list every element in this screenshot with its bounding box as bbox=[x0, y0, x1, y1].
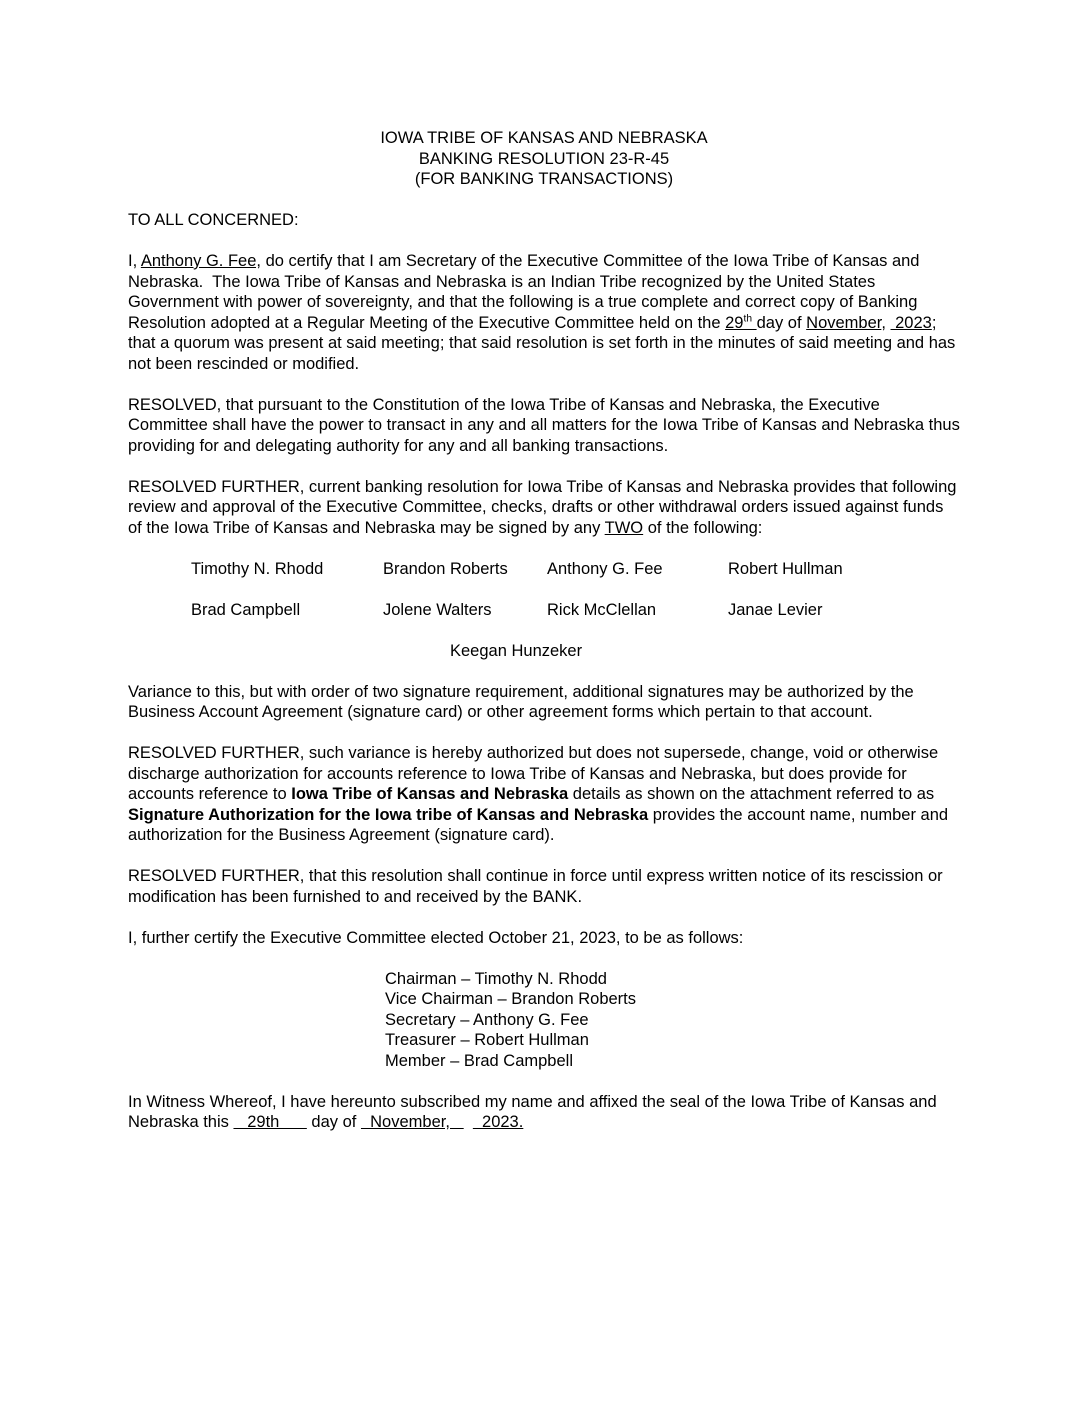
officer-entry-chairman: Chairman – Timothy N. Rhodd bbox=[385, 969, 607, 988]
authorized-signer-centered: Keegan Hunzeker bbox=[450, 641, 583, 660]
signer-name: Robert Hullman bbox=[728, 559, 843, 578]
document-title-line-1: IOWA TRIBE OF KANSAS AND NEBRASKA bbox=[380, 129, 708, 147]
variance-paragraph: Variance to this, but with order of two signature requirement, additional signatures may be authorized by the Business Account Agreement (signature card) or other agreement forms which pertain to that account. bbox=[128, 682, 919, 721]
resolved-constitution-clause: RESOLVED, that pursuant to the Constitution of the Iowa Tribe of Kansas and Nebraska, the Executive Committee shall have the power to transact in any and all matters for the Iowa Tribe of Kansas and Nebraska thus providing for and delegating authority for any and all banking transactions. bbox=[128, 395, 965, 455]
signer-name: Brad Campbell bbox=[191, 600, 301, 619]
signer-name: Timothy N. Rhodd bbox=[191, 559, 324, 578]
signer-name: Rick McClellan bbox=[547, 600, 657, 619]
authorized-signers-row-2 bbox=[191, 600, 960, 621]
salutation: TO ALL CONCERNED: bbox=[128, 211, 299, 229]
certification-paragraph: I, Anthony G. Fee, do certify that I am Secretary of the Executive Committee of the Iowa Tribe of Kansas and Nebraska. The Iowa Tribe of Kansas and Nebraska is an Indian Tribe recognized by the United States Government with power of sovereignty, and that the following is a true complete and correct copy of Banking Resolution adopted at a Regular Meeting of the Executive Committee held on the 29th day of November, 2023; that a quorum was present at said meeting; that said resolution is set forth in the minutes of said meeting and has not been rescinded or modified. bbox=[128, 252, 960, 373]
signer-name: Anthony G. Fee bbox=[547, 559, 663, 578]
officer-entry-member: Member – Brad Campbell bbox=[385, 1051, 573, 1070]
authorized-signers-row-1 bbox=[191, 559, 960, 580]
document-title-line-3: (FOR BANKING TRANSACTIONS) bbox=[414, 170, 674, 188]
officer-entry-secretary: Secretary – Anthony G. Fee bbox=[385, 1010, 589, 1029]
signer-name: Jolene Walters bbox=[383, 600, 492, 619]
resolved-further-signatories-clause: RESOLVED FURTHER, current banking resolution for Iowa Tribe of Kansas and Nebraska provides that following review and approval of the Executive Committee, checks, drafts or other withdrawal orders issued against funds of the Iowa Tribe of Kansas and Nebraska may be signed by any TWO of the following: bbox=[128, 477, 962, 537]
signer-name: Janae Levier bbox=[728, 600, 823, 619]
officer-entry-treasurer: Treasurer – Robert Hullman bbox=[385, 1031, 589, 1049]
resolved-further-variance-clause: RESOLVED FURTHER, such variance is hereby authorized but does not supersede, change, void or otherwise discharge authorization for accounts reference to Iowa Tribe of Kansas and Nebraska, but does provide for accounts reference to Iowa Tribe of Kansas and Nebraska details as shown on the attachment referred to as Signature Authorization for the Iowa tribe of Kansas and Nebraska provides the account name, number and authorization for the Business Agreement (signature card). bbox=[128, 744, 953, 844]
witness-clause: In Witness Whereof, I have hereunto subscribed my name and affixed the seal of the Iowa Tribe of Kansas and Nebraska this 29th day of November, 2023. bbox=[128, 1092, 942, 1131]
signer-name: Brandon Roberts bbox=[383, 559, 508, 578]
officers-list bbox=[385, 969, 960, 1072]
document-title-line-2: BANKING RESOLUTION 23-R-45 bbox=[418, 149, 670, 168]
resolved-further-duration-clause: RESOLVED FURTHER, that this resolution shall continue in force until express written notice of its rescission or modification has been furnished to and received by the BANK. bbox=[128, 867, 948, 906]
officer-entry-vice-chairman: Vice Chairman – Brandon Roberts bbox=[385, 990, 636, 1008]
document-header bbox=[128, 128, 960, 190]
committee-election-statement: I, further certify the Executive Committee elected October 21, 2023, to be as follows: bbox=[128, 928, 744, 947]
